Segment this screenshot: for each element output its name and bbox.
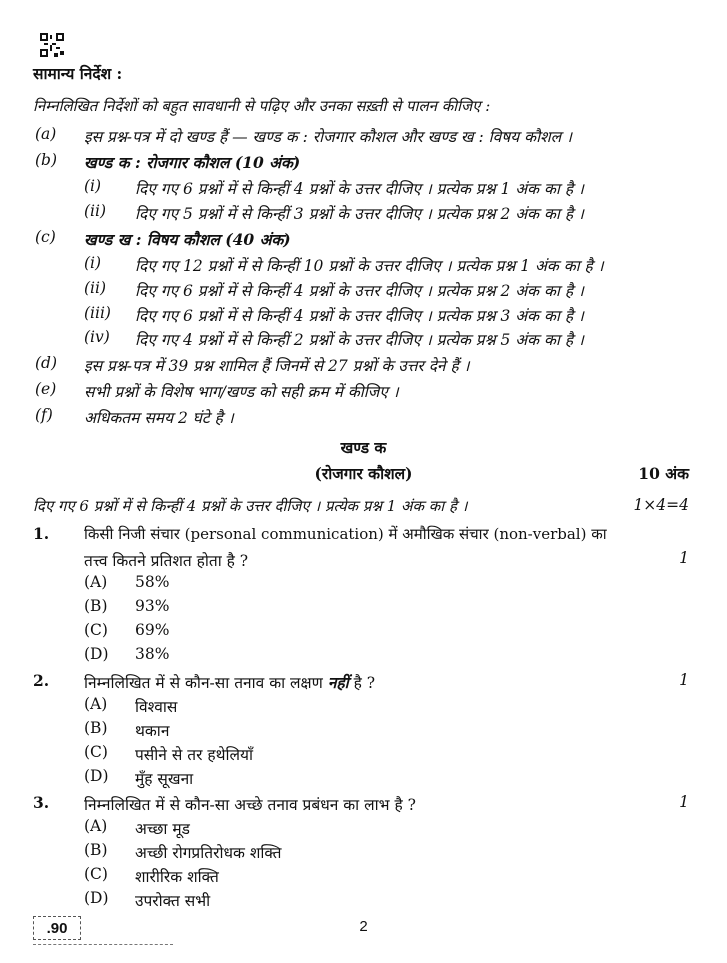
question-text-cont: तत्त्व कितने प्रतिशत होता है ? <box>84 552 249 570</box>
instructions-intro: निम्नलिखित निर्देशों को बहुत सावधानी से पढ़िए और उनका सख़्ती से पालन कीजिए : <box>33 97 491 115</box>
page-number: 2 <box>359 918 368 935</box>
question-number: 1. <box>33 524 50 543</box>
question-text: निम्नलिखित में से कौन-सा तनाव का लक्षण नहीं है ? <box>84 673 376 692</box>
section-directive: दिए गए 6 प्रश्नों में से किन्हीं 4 प्रश्नों के उत्तर दीजिए । प्रत्येक प्रश्न 1 अंक का है । <box>33 497 468 515</box>
paper-code: .90 <box>33 916 81 940</box>
question-text: निम्नलिखित में से कौन-सा अच्छे तनाव प्रबंधन का लाभ है ? <box>84 796 416 814</box>
question-mark: 1 <box>679 671 689 689</box>
question-mark: 1 <box>679 549 689 567</box>
section-title: खण्ड क <box>340 438 387 457</box>
section-directive-marks: 1×4=4 <box>633 496 689 514</box>
question-number: 3. <box>33 793 50 812</box>
section-marks: 10 अंक <box>638 464 689 483</box>
question-text: किसी निजी संचार (personal communication) में अमौखिक संचार (non-verbal) का <box>84 525 607 543</box>
question-number: 2. <box>33 671 50 690</box>
question-mark: 1 <box>679 793 689 811</box>
section-subtitle: (रोजगार कौशल) <box>314 464 413 483</box>
qr-code-icon <box>40 33 64 57</box>
footer-divider <box>33 944 173 945</box>
instructions-title: सामान्य निर्देश : <box>33 64 123 83</box>
